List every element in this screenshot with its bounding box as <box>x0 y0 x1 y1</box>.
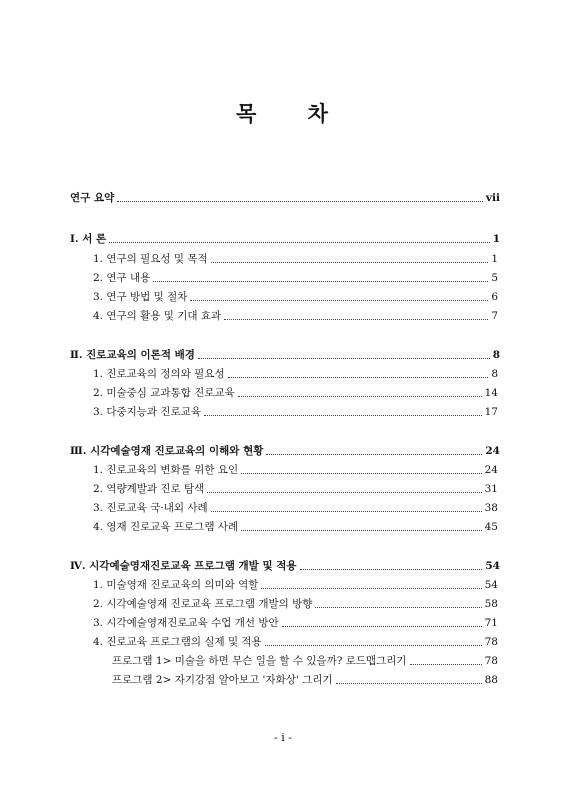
dot-leader <box>241 530 482 531</box>
toc-page-number: 54 <box>484 579 498 591</box>
toc-entry-label: 1. 진로교육의 정의와 필요성 <box>93 368 225 380</box>
toc-page-number: 31 <box>484 483 498 495</box>
toc-entry-label: 3. 연구 방법 및 절차 <box>93 291 188 303</box>
dot-leader <box>265 645 482 646</box>
toc-entry[interactable] <box>93 462 498 478</box>
toc-chapter-label: Ⅱ. 진로교육의 이론적 배경 <box>70 349 195 361</box>
dot-leader <box>198 358 490 359</box>
toc-entry[interactable] <box>93 500 498 516</box>
toc-page-number: 58 <box>484 598 498 610</box>
toc-page-number: 14 <box>484 387 498 399</box>
dot-leader <box>266 454 482 455</box>
toc-page-number: 54 <box>485 560 500 572</box>
toc-page-number: 6 <box>491 291 498 303</box>
dot-leader <box>300 569 483 570</box>
dot-leader <box>109 242 490 243</box>
dot-leader <box>228 377 489 378</box>
dot-leader <box>241 473 482 474</box>
toc-entry[interactable] <box>93 634 498 650</box>
dot-leader <box>190 300 488 301</box>
toc-chapter-4[interactable] <box>70 558 500 574</box>
toc-entry-label: 2. 연구 내용 <box>93 272 151 284</box>
toc-entry[interactable] <box>93 577 498 593</box>
toc-entry[interactable] <box>93 404 498 420</box>
toc-page-number: 1 <box>491 253 498 265</box>
toc-page-number: vii <box>485 192 500 204</box>
dot-leader <box>207 492 481 493</box>
toc-page-number: 45 <box>484 521 498 533</box>
toc-page-number: 17 <box>484 406 498 418</box>
toc-entry-label: 1. 연구의 필요성 및 목적 <box>93 253 208 265</box>
dot-leader <box>261 588 481 589</box>
page-footer-number: - i - <box>274 731 292 744</box>
toc-chapter-3[interactable] <box>70 443 500 459</box>
toc-entry-label: 프로그램 1> 미술을 하면 무슨 일을 할 수 있을까? 로드맵그리기 <box>112 655 407 667</box>
toc-page-number: 88 <box>484 674 498 686</box>
toc-entry[interactable] <box>93 308 498 324</box>
toc-program-entry[interactable] <box>112 672 498 688</box>
dot-leader <box>410 664 482 665</box>
dot-leader <box>224 319 488 320</box>
toc-entry-label: 4. 영재 진로교육 프로그램 사례 <box>93 521 239 533</box>
toc-entry-label: 1. 미술영재 진로교육의 의미와 역할 <box>93 579 259 591</box>
dot-leader <box>153 281 488 282</box>
toc-entry-label: 연구 요약 <box>70 192 115 204</box>
toc-entry-label: 2. 미술중심 교과통합 진로교육 <box>93 387 235 399</box>
dot-leader <box>211 262 489 263</box>
toc-program-entry[interactable] <box>112 653 498 669</box>
dot-leader <box>315 607 481 608</box>
toc-entry[interactable] <box>93 615 498 631</box>
toc-page-number: 1 <box>492 233 500 245</box>
toc-chapter-label: Ⅲ. 시각예술영재 진로교육의 이해와 현황 <box>70 445 264 457</box>
toc-entry-label: 4. 진로교육 프로그램의 실제 및 적용 <box>93 636 262 648</box>
toc-page-number: 24 <box>484 464 498 476</box>
toc-entry-label: 3. 시각예술영재진로교육 수업 개선 방안 <box>93 617 279 629</box>
dot-leader <box>238 396 482 397</box>
toc-entry-label: 3. 진로교육 국·내외 사례 <box>93 502 208 514</box>
toc-page-number: 7 <box>491 310 498 322</box>
toc-entry[interactable] <box>93 270 498 286</box>
toc-entry-summary[interactable] <box>70 190 500 206</box>
toc-entry[interactable] <box>93 385 498 401</box>
toc-entry-label: 프로그램 2> 자기강점 알아보고 '자화상' 그리기 <box>112 674 333 686</box>
toc-page-number: 78 <box>484 655 498 667</box>
toc-entry-label: 2. 시각예술영재 진로교육 프로그램 개발의 방향 <box>93 598 313 610</box>
dot-leader <box>336 683 482 684</box>
toc-chapter-label: Ⅳ. 시각예술영재진로교육 프로그램 개발 및 적용 <box>70 560 297 572</box>
dot-leader <box>282 626 482 627</box>
toc-page-number: 38 <box>484 502 498 514</box>
toc-chapter-1[interactable] <box>70 231 500 247</box>
toc-entry[interactable] <box>93 519 498 535</box>
toc-entry-label: 4. 연구의 활용 및 기대 효과 <box>93 310 222 322</box>
toc-page-number: 24 <box>485 445 500 457</box>
page-title: 목 차 <box>236 101 330 126</box>
toc-page-number: 78 <box>484 636 498 648</box>
toc-page-number: 8 <box>492 349 500 361</box>
dot-leader <box>204 415 482 416</box>
toc-page-number: 5 <box>491 272 498 284</box>
toc-page-number: 71 <box>484 617 498 629</box>
toc-entry-label: 3. 다중지능과 진로교육 <box>93 406 201 418</box>
dot-leader <box>117 201 483 202</box>
toc-entry[interactable] <box>93 289 498 305</box>
toc-chapter-label: Ⅰ. 서 론 <box>70 233 107 245</box>
toc-entry-label: 2. 역량계발과 진로 탐색 <box>93 483 205 495</box>
toc-entry[interactable] <box>93 596 498 612</box>
toc-entry-label: 1. 진로교육의 변화를 위한 요인 <box>93 464 239 476</box>
toc-entry[interactable] <box>93 251 498 267</box>
toc-entry[interactable] <box>93 366 498 382</box>
toc-entry[interactable] <box>93 481 498 497</box>
toc-chapter-2[interactable] <box>70 347 500 363</box>
dot-leader <box>211 511 482 512</box>
toc-page-number: 8 <box>491 368 498 380</box>
